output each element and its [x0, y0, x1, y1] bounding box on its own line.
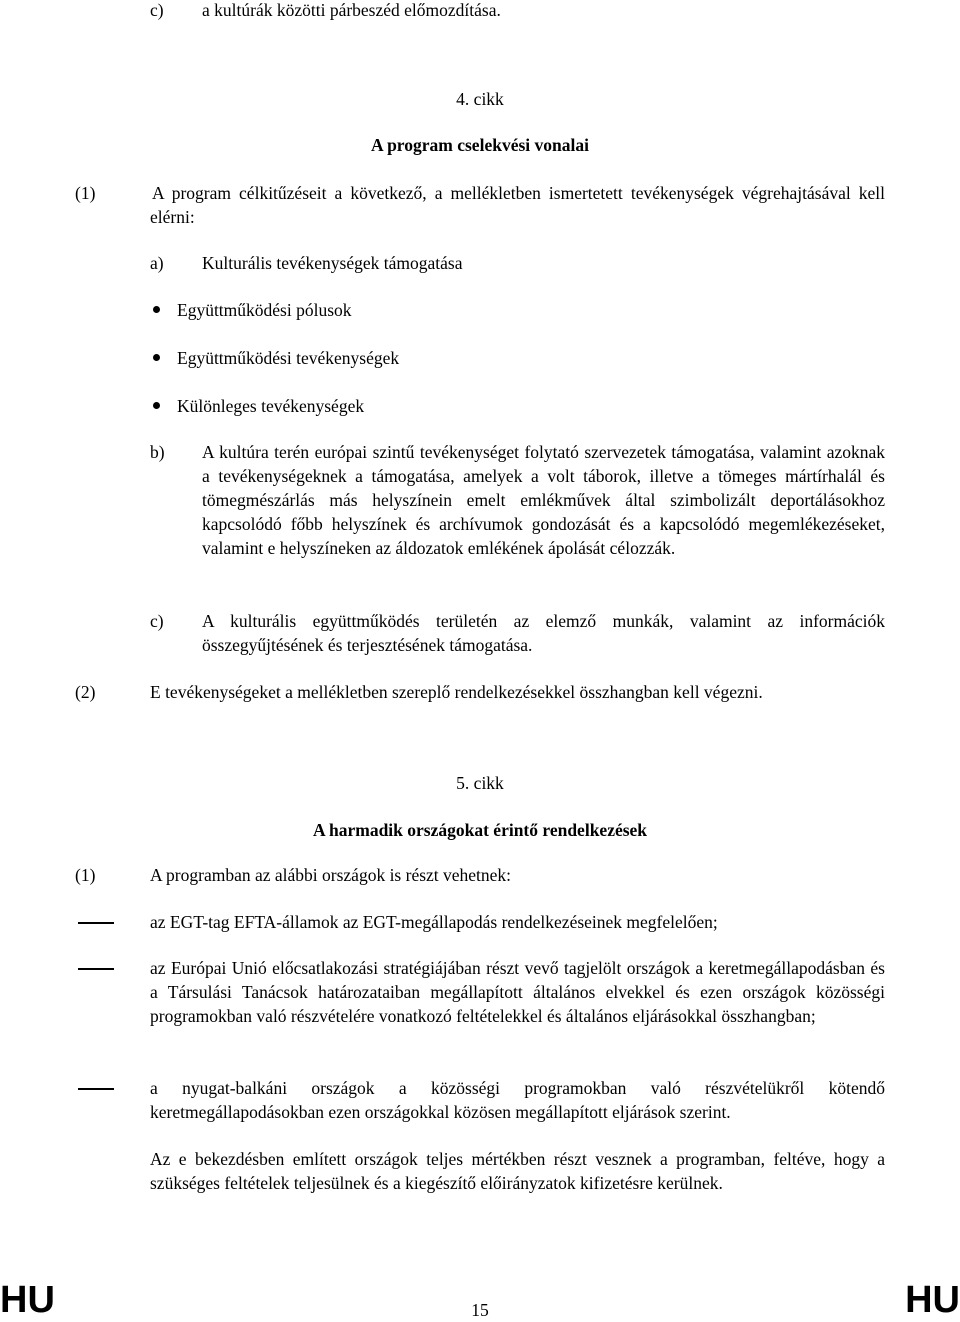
- paragraph-2-text: E tevékenységeket a mellékletben szereplő rendelkezésekkel összhangban kell végezni.: [150, 682, 763, 702]
- item-b-text: A kultúra terén európai szintű tevékenységet folytató szervezetek támogatása, valamint azoknak a tevékenységeknek a támogatása, amelyek a volt táborok, illetve a tömeges mártírhalál és tömegmészárlás más helyszínein emelt emlékművek által szimbolizált deportálásokhoz kapcsolódó főbb helyszínek és archívumok gondozását és a kapcsolódó megemlékezéseket, valamint e helyszíneken az áldozatok emlékének ápolását célozzák.: [202, 442, 885, 558]
- dash-item: az EGT-tag EFTA-államok az EGT-megállapodás rendelkezéseinek megfelelően;: [150, 912, 718, 932]
- bullet-item: Különleges tevékenységek: [177, 396, 365, 416]
- closing-paragraph: Az e bekezdésben említett országok teljes mértékben részt vesznek a programban, feltéve, hogy a szükséges feltételek teljesülnek és a kiegészítő előirányzatok kifizetésre kerülnek.: [150, 1149, 885, 1193]
- item-a-text: Kulturális tevékenységek támogatása: [202, 253, 463, 273]
- dash-icon: [78, 968, 114, 970]
- article-5-title: A harmadik országokat érintő rendelkezések: [312, 820, 648, 840]
- item-c-text: a kultúrák közötti párbeszéd előmozdítása.: [202, 0, 501, 20]
- paragraph-1-marker: (1): [75, 865, 96, 885]
- item-a-marker: a): [150, 253, 164, 273]
- bullet-item: Együttműködési tevékenységek: [177, 348, 400, 368]
- item-c-marker: c): [150, 0, 164, 20]
- paragraph-1-text: A program célkitűzéseit a következő, a mellékletben ismertetett tevékenységek végrehajtásával kell elérni:: [150, 183, 885, 227]
- bullet-icon: [153, 306, 160, 313]
- item-c-marker: c): [150, 611, 164, 631]
- dash-icon: [78, 922, 114, 924]
- article-4-title: A program cselekvési vonalai: [371, 135, 589, 155]
- bullet-item: Együttműködési pólusok: [177, 300, 352, 320]
- bullet-icon: [153, 354, 160, 361]
- paragraph-1-marker: (1): [75, 183, 96, 203]
- footer-language-right: HU: [905, 1279, 960, 1321]
- bullet-icon: [153, 402, 160, 409]
- dash-icon: [78, 1088, 114, 1090]
- article-5-number: 5. cikk: [456, 773, 504, 793]
- paragraph-1-text: A programban az alábbi országok is részt vehetnek:: [150, 865, 512, 885]
- dash-item: az Európai Unió előcsatlakozási stratégiájában részt vevő tagjelölt országok a keretmegállapodásban és a Társulási Tanácsok határozataiban megállapított általános elvekkel és ezen országok közösségi programokban való részvételére vonatkozó feltételekkel és általános eljárásokkal összhangban;: [150, 958, 885, 1026]
- item-c-text: A kulturális együttműködés területén az elemző munkák, valamint az információk összegyűjtésének és terjesztésének támogatása.: [202, 611, 885, 655]
- article-4-number: 4. cikk: [456, 89, 504, 109]
- page-number: 15: [471, 1300, 489, 1320]
- dash-item: a nyugat-balkáni országok a közösségi programokban való részvételükről kötendő keretmegállapodásokban ezen országokkal közösen megállapított eljárások szerint.: [150, 1078, 885, 1122]
- footer-language-left: HU: [0, 1279, 55, 1321]
- paragraph-2-marker: (2): [75, 682, 96, 702]
- item-b-marker: b): [150, 442, 165, 462]
